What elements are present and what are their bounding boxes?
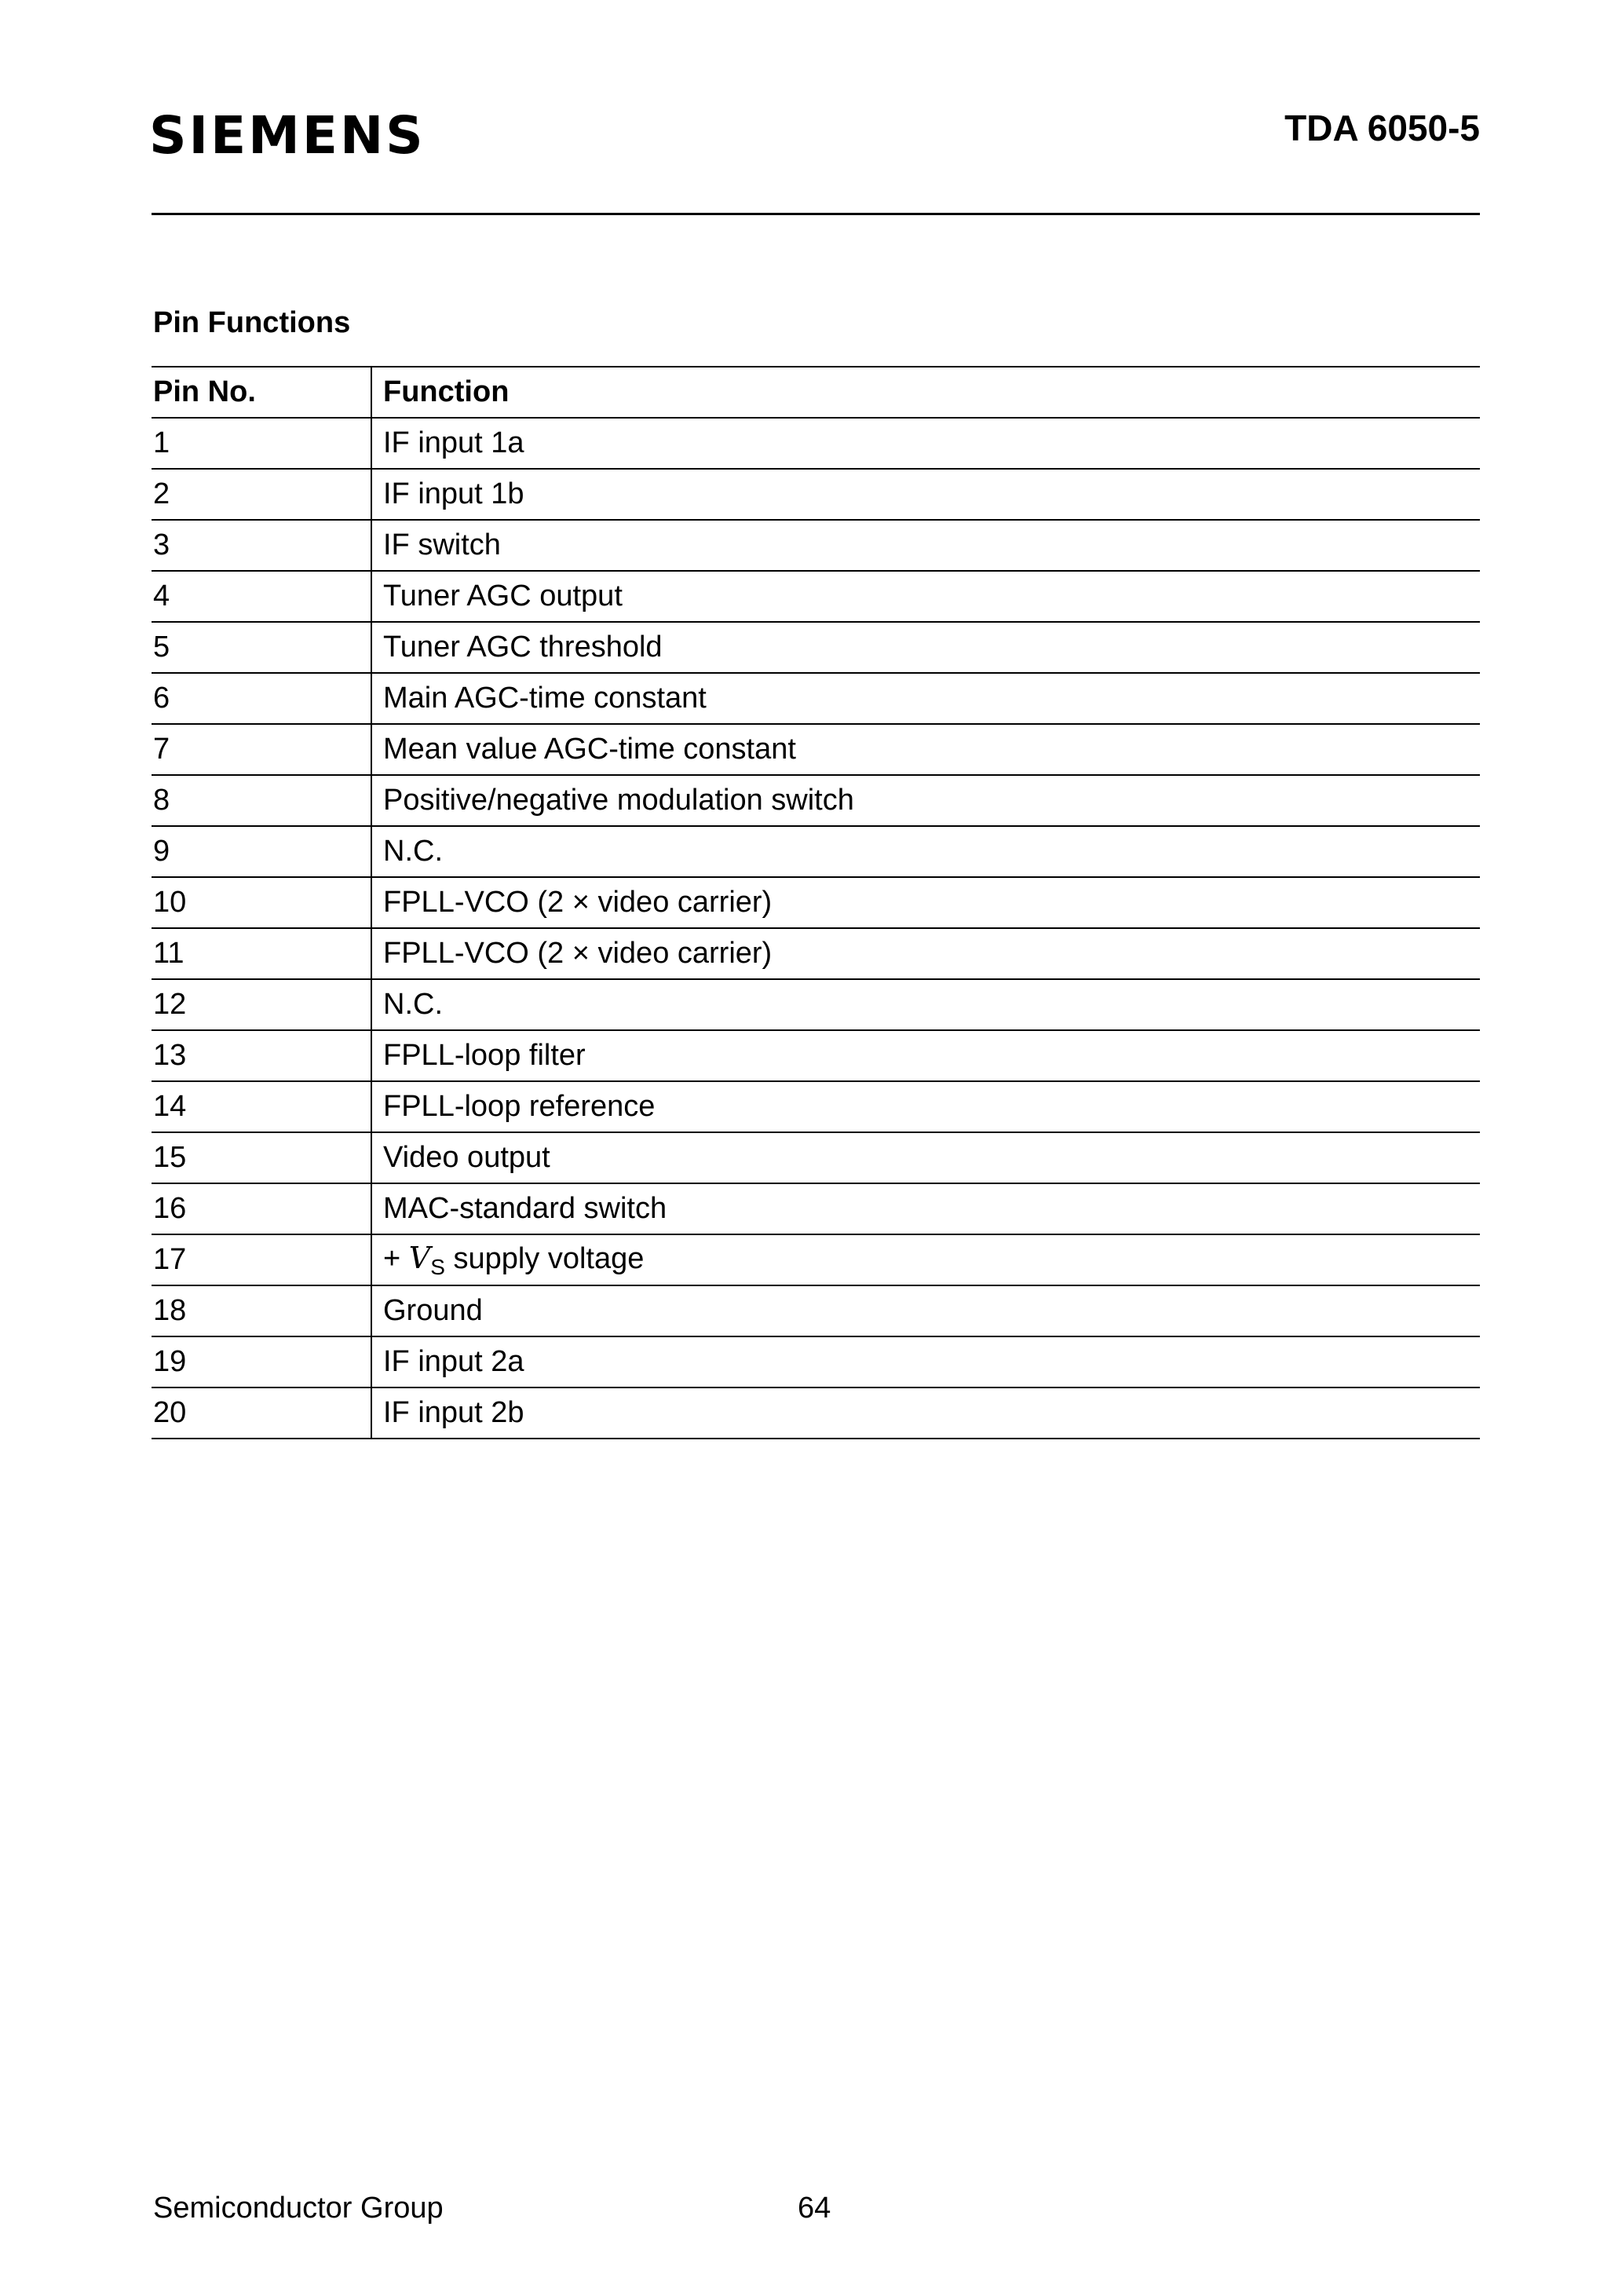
- pin-number: 19: [152, 1336, 371, 1387]
- pin-number: 18: [152, 1285, 371, 1336]
- pin-number: 17: [152, 1234, 371, 1285]
- table-row: [152, 928, 1480, 979]
- table-header-row: [152, 367, 1480, 418]
- supply-voltage-symbol: V: [408, 1240, 431, 1275]
- pin-function: IF input 2a: [371, 1336, 1480, 1387]
- pin-number: 5: [152, 622, 371, 673]
- table-row: [152, 1030, 1480, 1081]
- table-row: [152, 1234, 1480, 1285]
- table-row: [152, 571, 1480, 622]
- pin-number: 14: [152, 1081, 371, 1132]
- table-row: [152, 1081, 1480, 1132]
- pin-number: 16: [152, 1183, 371, 1234]
- pin-number: 8: [152, 775, 371, 826]
- pin-number: 6: [152, 673, 371, 724]
- supply-voltage-subscript: S: [430, 1254, 445, 1279]
- pin-number: 2: [152, 469, 371, 520]
- pin-number: 20: [152, 1387, 371, 1439]
- table-row: [152, 724, 1480, 775]
- pin-function: Positive/negative modulation switch: [371, 775, 1480, 826]
- footer-publisher: Semiconductor Group: [153, 2192, 444, 2225]
- pin-number: 9: [152, 826, 371, 877]
- pin-number: 1: [152, 418, 371, 469]
- table-row: [152, 673, 1480, 724]
- table-row: [152, 520, 1480, 571]
- table-row: [152, 418, 1480, 469]
- column-header-pin-no: Pin No.: [152, 367, 371, 418]
- pin-number: 12: [152, 979, 371, 1030]
- pin-number: 10: [152, 877, 371, 928]
- column-header-function: Function: [371, 367, 1480, 418]
- pin-function: N.C.: [371, 979, 1480, 1030]
- pin-function: Tuner AGC output: [371, 571, 1480, 622]
- pin-function: MAC-standard switch: [371, 1183, 1480, 1234]
- page-number: 64: [798, 2192, 831, 2225]
- pin-function: Video output: [371, 1132, 1480, 1183]
- pin-number: 13: [152, 1030, 371, 1081]
- table-row: [152, 469, 1480, 520]
- pin-function: FPLL-VCO (2 × video carrier): [371, 928, 1480, 979]
- pin-function: Main AGC-time constant: [371, 673, 1480, 724]
- pin-function: IF switch: [371, 520, 1480, 571]
- table-row: [152, 1183, 1480, 1234]
- pin-function: Tuner AGC threshold: [371, 622, 1480, 673]
- function-prefix: +: [383, 1241, 409, 1275]
- pin-number: 4: [152, 571, 371, 622]
- pin-functions-table: [152, 366, 1480, 1439]
- table-row: [152, 877, 1480, 928]
- siemens-logo: SIEMENS: [149, 105, 426, 166]
- table-row: [152, 1132, 1480, 1183]
- table-row: [152, 1336, 1480, 1387]
- pin-function: [371, 1234, 1480, 1285]
- table-row: [152, 1387, 1480, 1439]
- document-id: TDA 6050-5: [1284, 108, 1480, 148]
- pin-function: FPLL-VCO (2 × video carrier): [371, 877, 1480, 928]
- pin-function: N.C.: [371, 826, 1480, 877]
- table-row: [152, 622, 1480, 673]
- pin-function: IF input 1a: [371, 418, 1480, 469]
- section-title: Pin Functions: [153, 306, 351, 339]
- pin-function: Ground: [371, 1285, 1480, 1336]
- pin-function: FPLL-loop reference: [371, 1081, 1480, 1132]
- header-divider: [152, 213, 1480, 215]
- pin-number: 11: [152, 928, 371, 979]
- pin-function: IF input 2b: [371, 1387, 1480, 1439]
- pin-function: IF input 1b: [371, 469, 1480, 520]
- table-row: [152, 826, 1480, 877]
- pin-number: 3: [152, 520, 371, 571]
- table-row: [152, 1285, 1480, 1336]
- table-row: [152, 775, 1480, 826]
- pin-function: Mean value AGC-time constant: [371, 724, 1480, 775]
- pin-number: 15: [152, 1132, 371, 1183]
- pin-number: 7: [152, 724, 371, 775]
- pin-function: FPLL-loop filter: [371, 1030, 1480, 1081]
- table-row: [152, 979, 1480, 1030]
- function-suffix: supply voltage: [444, 1241, 645, 1275]
